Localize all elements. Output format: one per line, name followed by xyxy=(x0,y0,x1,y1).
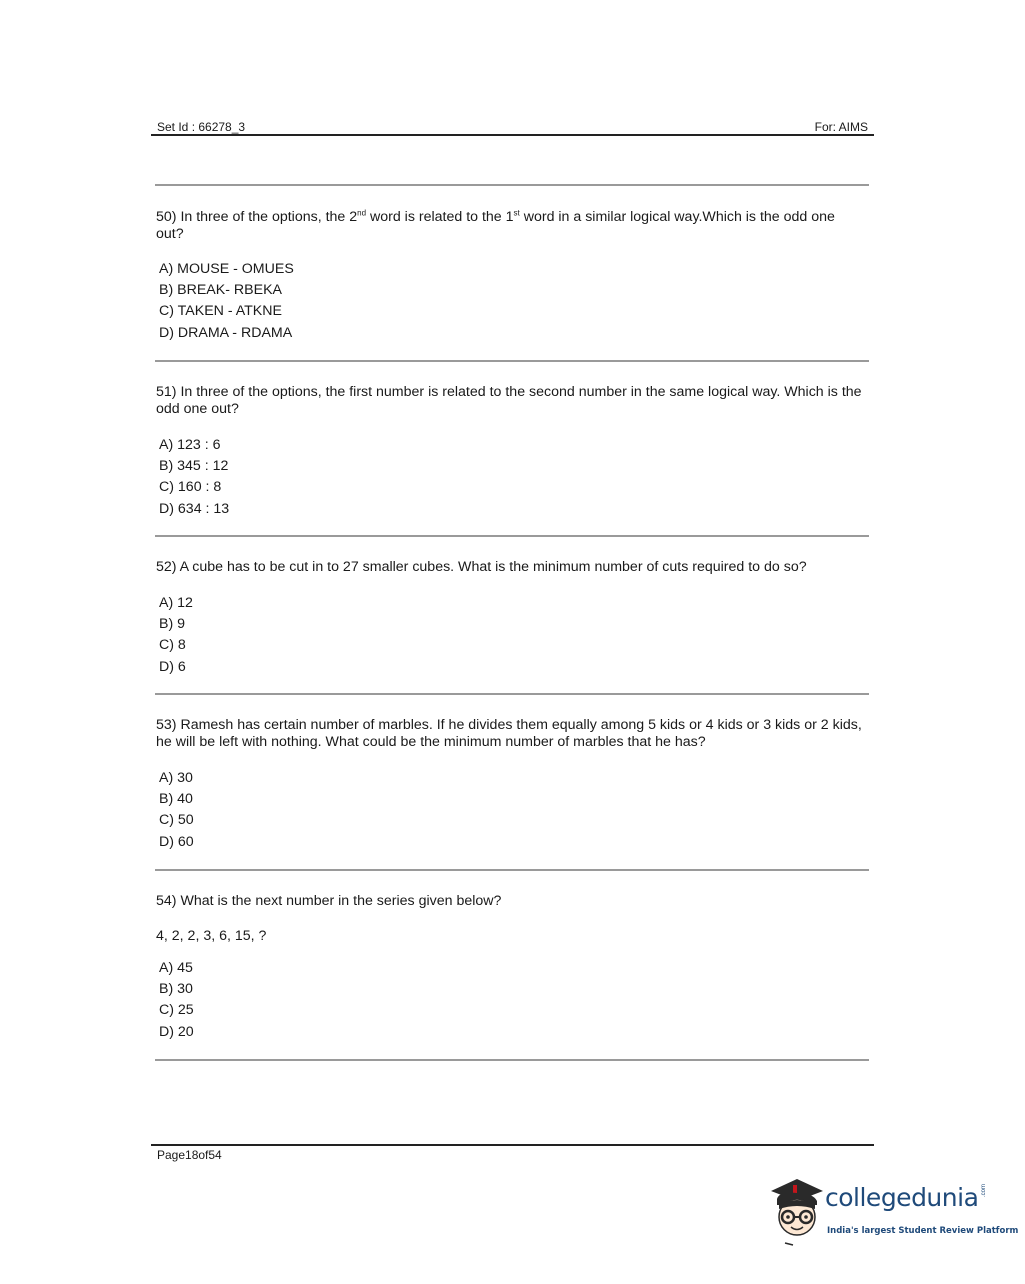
question-52: 52) A cube has to be cut in to 27 smaller cubes. What is the minimum number of cuts required to do so? xyxy=(156,559,807,575)
question-text: 50) In three of the options, the 2 xyxy=(156,209,358,225)
option: A) MOUSE - OMUES xyxy=(159,261,294,277)
separator xyxy=(155,869,869,871)
logo-domain: .com xyxy=(981,1183,987,1197)
question-53: 53) Ramesh has certain number of marbles. If he divides them equally among 5 kids or 4 kids or 3 kids or 2 kids, he will be left with nothing. What could be the minimum number of marbles that he has? xyxy=(156,717,862,750)
option: B) 345 : 12 xyxy=(159,458,229,475)
question-text: word in a similar logical way.Which is the odd one out? xyxy=(156,209,835,242)
option: C) 50 xyxy=(159,812,194,829)
option: D) 634 : 13 xyxy=(159,500,230,517)
option: C) 25 xyxy=(159,1002,194,1019)
option: D) 6 xyxy=(159,658,186,675)
separator xyxy=(155,1059,869,1061)
logo-tagline: India's largest Student Review Platform xyxy=(827,1226,1019,1236)
option: C) 8 xyxy=(159,637,186,654)
separator xyxy=(155,184,869,186)
exam-name: For: AIMS xyxy=(814,120,868,134)
question-50 xyxy=(156,209,866,243)
question-text: word is related to the 1 xyxy=(366,209,514,225)
options-51 xyxy=(159,435,229,520)
options-50 xyxy=(159,259,294,344)
option: D) DRAMA - RDAMA xyxy=(159,324,293,341)
option: D) 20 xyxy=(159,1023,194,1040)
set-id: Set Id : 66278_3 xyxy=(157,120,246,134)
separator xyxy=(155,360,869,362)
page-number: Page18of54 xyxy=(157,1148,222,1162)
superscript: nd xyxy=(357,208,367,218)
option: D) 60 xyxy=(159,833,194,850)
options-54 xyxy=(159,958,194,1043)
collegedunia-logo xyxy=(765,1175,1019,1255)
options-52 xyxy=(159,593,193,678)
options-53 xyxy=(159,768,194,853)
option: B) 9 xyxy=(159,616,186,633)
question-54: 54) What is the next number in the series given below? xyxy=(156,893,502,909)
mascot-icon xyxy=(765,1175,825,1247)
option: A) 30 xyxy=(159,770,193,786)
question-51: 51) In three of the options, the first number is related to the second number in the same logical way. Which is the odd one out? xyxy=(156,384,862,417)
option: B) 40 xyxy=(159,791,193,808)
separator xyxy=(155,693,869,695)
number-series: 4, 2, 2, 3, 6, 15, ? xyxy=(156,928,267,944)
option: C) TAKEN - ATKNE xyxy=(159,303,282,320)
option: A) 123 : 6 xyxy=(159,437,221,453)
option: B) BREAK- RBEKA xyxy=(159,282,282,299)
logo-wordmark: collegedunia xyxy=(825,1183,979,1212)
option: A) 45 xyxy=(159,960,193,976)
superscript: st xyxy=(513,208,520,218)
separator xyxy=(155,535,869,537)
header-rule xyxy=(151,134,874,136)
option: B) 30 xyxy=(159,981,193,998)
option: A) 12 xyxy=(159,595,193,611)
footer-rule xyxy=(151,1144,874,1146)
option: C) 160 : 8 xyxy=(159,479,222,496)
